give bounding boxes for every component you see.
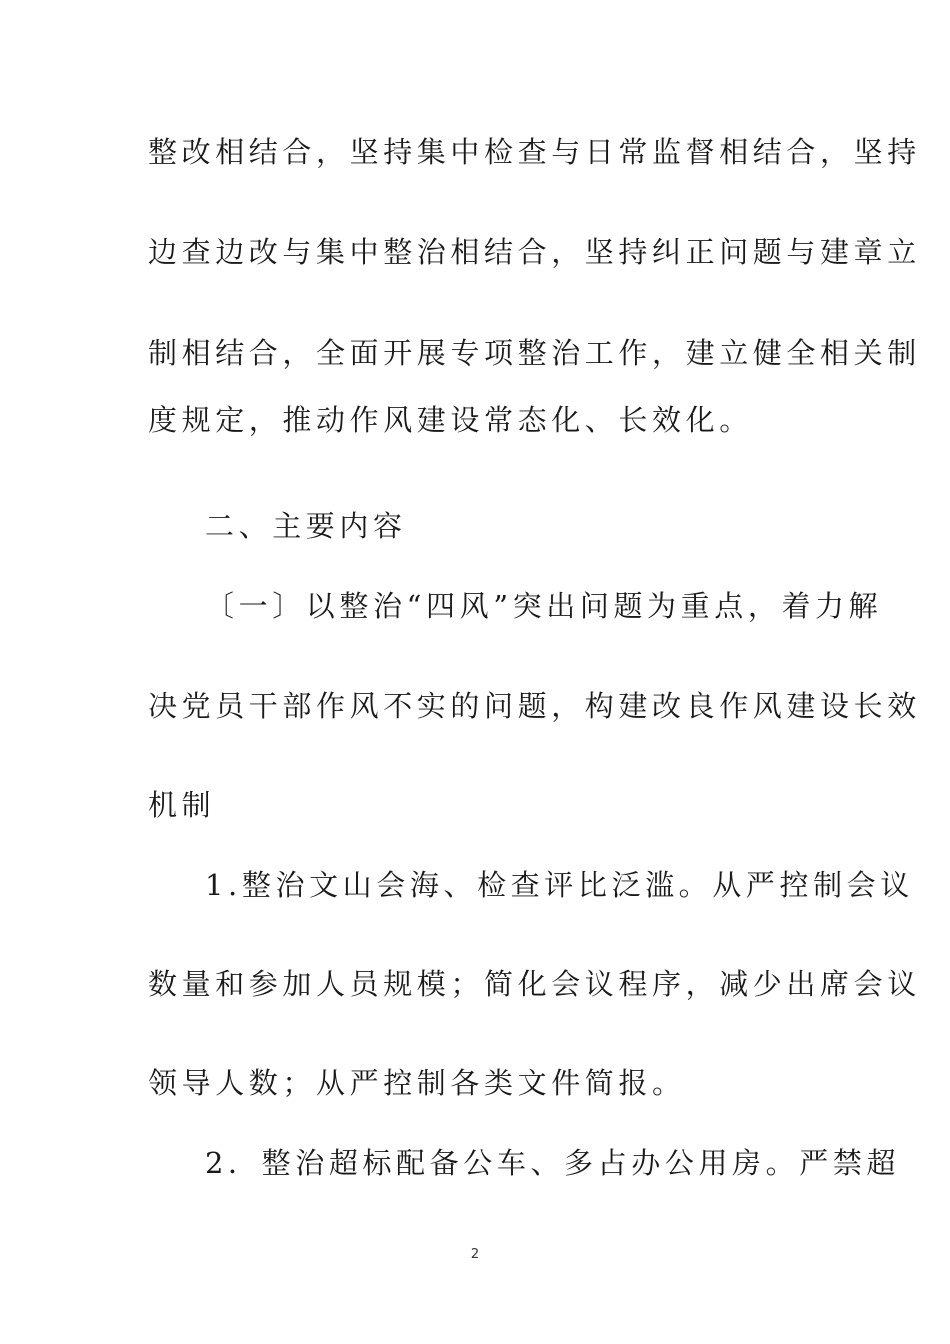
text-line: 整改相结合，坚持集中检查与日常监督相结合，坚持 <box>148 135 921 169</box>
text-line: 领导人数；从严控制各类文件简报。 <box>148 1066 686 1100</box>
list-item: 1.整治文山会海、检查评比泛滥。从严控制会议 <box>205 868 914 902</box>
list-item: 2．整治超标配备公车、多占办公用房。严禁超 <box>205 1146 901 1180</box>
text-line: 决党员干部作风不实的问题，构建改良作风建设长效 <box>148 689 921 723</box>
text-line: 机制 <box>148 788 216 822</box>
text-line: 数量和参加人员规模；简化会议程序，减少出席会议 <box>148 967 921 1001</box>
text-line: 度规定，推动作风建设常态化、长效化。 <box>148 403 753 437</box>
section-heading: 二、主要内容 <box>205 509 407 543</box>
text-line: 制相结合，全面开展专项整治工作，建立健全相关制 <box>148 336 921 370</box>
page-number: 2 <box>470 1247 480 1262</box>
subsection-heading: 〔一〕以整治“四风”突出问题为重点，着力解 <box>205 589 883 623</box>
text-line: 边查边改与集中整治相结合，坚持纠正问题与建章立 <box>148 235 921 269</box>
